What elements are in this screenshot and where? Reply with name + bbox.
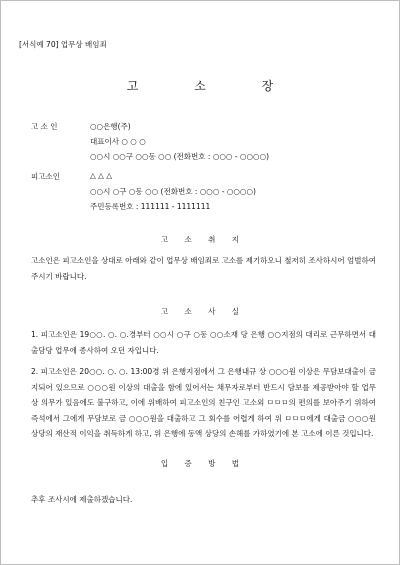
evidence-heading: 입 증 방 법 (160, 459, 247, 468)
fact-paragraph-2: 2. 피고소인은 20○○. ○. ○. 13:00경 위 은행지점에서 그 은행내규 상 ○○○원 이상은 무담보대출이 금지되어 있으므로 ○○○원 이상의 대출을 함에 있어서는 채무자로부터 반드시 담보를 제공받아야 할 업무상 의무가 있음에도 불구하고, 이에 위배하여 피고소인의 친구인 고소외 ㅁㅁㅁ의 편의를 보아주기 위하여 즉석에서 그에게 무담보로 금 ○○○원을 대출하고 그 회수를 어렵게 하여 위 ㅁㅁㅁ에게 대출금 ○○○원 상당의 재산적 이익을 취득하게 하고, 위 은행에 동액 상당의 손해를 가하였기에 본 고소에 이른 것입니다. (31, 367, 376, 438)
complainant-representative: 대표이사 ○ ○ ○ (90, 137, 146, 146)
purpose-paragraph: 고소인은 피고소인을 상대로 아래와 같이 업무상 배임죄로 고소를 제기하오니 철저히 조사하시어 엄벌하여 주시기 바랍니다. (31, 256, 377, 281)
facts-heading: 고 소 사 실 (160, 307, 247, 316)
document-title: 고 소 장 (126, 79, 300, 93)
fact-paragraph-1: 1. 피고소인은 19○○. ○. ○.경부터 ○○시 ○구 ○동 ○○소재 당 은행 ○○지점의 대리로 근무하면서 대출담당 업무에 종사하여 오던 자입니다. (31, 330, 376, 355)
accused-address: ○○시 ○구 ○동 ○○ (전화번호 : ○○○ - ○○○○) (90, 187, 256, 196)
complainant-label: 고 소 인 (31, 122, 58, 131)
complainant-name: ○○은행(주) (90, 122, 131, 131)
accused-label: 피고소인 (31, 172, 60, 181)
purpose-heading: 고 소 취 지 (160, 235, 247, 244)
accused-resident-number: 주민등록번호 : 111111 - 1111111 (90, 202, 211, 211)
form-number: [서식예 70] 업무상 배임죄 (19, 40, 107, 49)
evidence-paragraph: 추후 조사시에 제출하겠습니다. (31, 495, 133, 504)
complainant-address: ○○시 ○○구 ○○동 ○○ (전화번호 : ○○○ - ○○○○) (90, 152, 270, 161)
accused-name: △ △ △ (90, 171, 113, 180)
